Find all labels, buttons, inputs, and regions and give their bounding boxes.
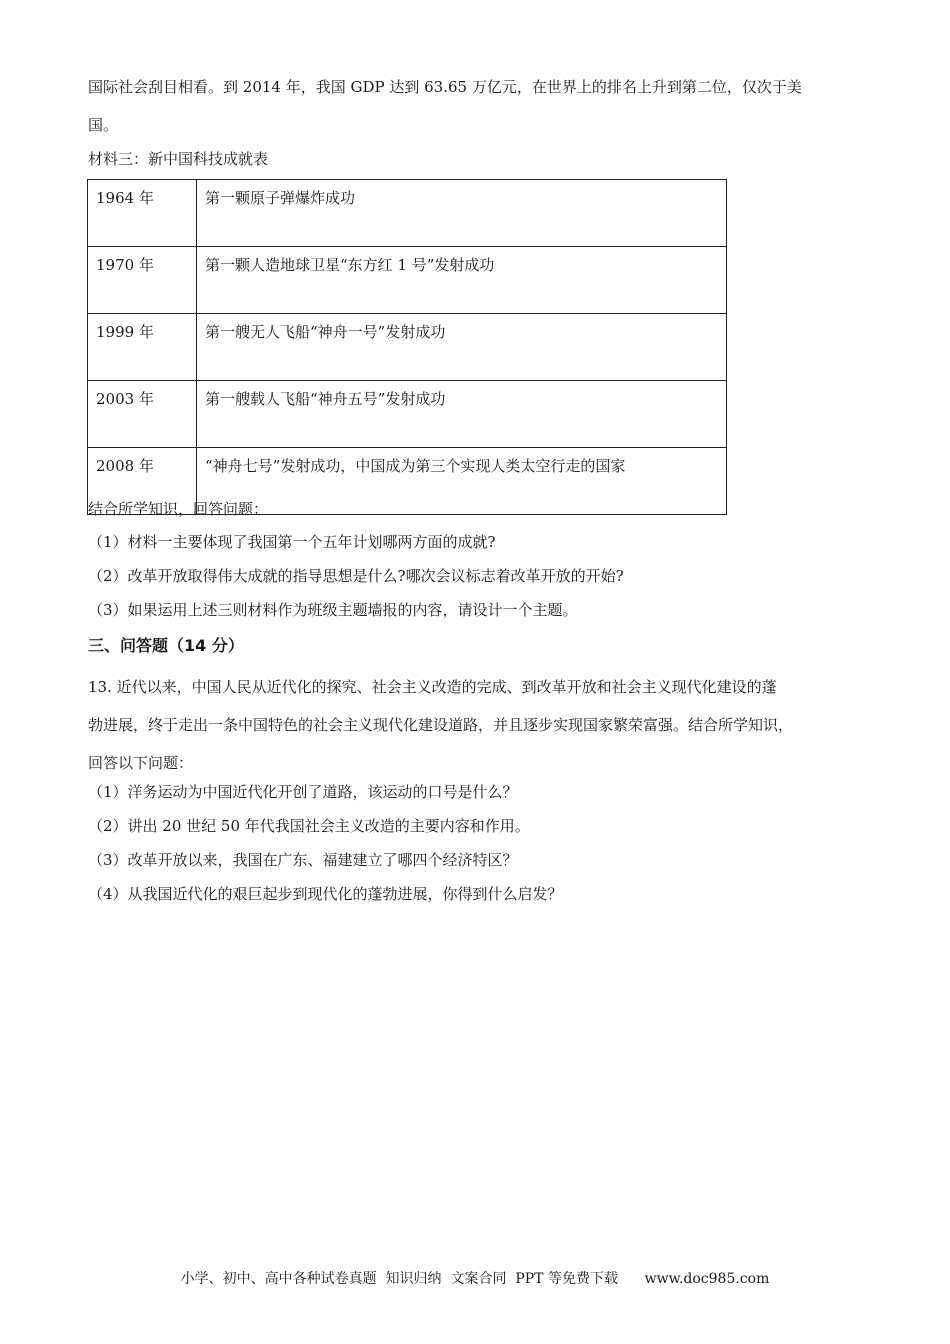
q13-item-4: （4）从我国近代化的艰巨起步到现代化的蓬勃进展，你得到什么启发？ <box>88 885 563 903</box>
table-row <box>88 314 727 381</box>
achievement-table <box>87 179 727 515</box>
year-cell: 2003 年 <box>88 381 197 448</box>
intro-paragraph <box>88 69 870 145</box>
year-cell: 1999 年 <box>88 314 197 381</box>
q13-stem <box>88 668 870 782</box>
table-row <box>88 381 727 448</box>
intro-line-1: 国际社会刮目相看。到 2014 年，我国 GDP 达到 63.65 万亿元，在世界上的排名上升到第二位，仅次于美 <box>88 78 802 96</box>
q12-prompt: 结合所学知识，回答问题： <box>88 500 269 518</box>
event-cell: 第一艘载人飞船“神舟五号”发射成功 <box>197 381 727 448</box>
q13-item-1: （1）洋务运动为中国近代化开创了道路，该运动的口号是什么？ <box>88 783 518 801</box>
event-cell: 第一艘无人飞船“神舟一号”发射成功 <box>197 314 727 381</box>
event-cell: 第一颗人造地球卫星“东方红 1 号”发射成功 <box>197 247 727 314</box>
year-cell: 2008 年 <box>88 448 197 515</box>
event-cell: “神舟七号”发射成功，中国成为第三个实现人类太空行走的国家 <box>197 448 727 515</box>
year-cell: 1970 年 <box>88 247 197 314</box>
q13-stem-line-1: 13. 近代以来，中国人民从近代化的探究、社会主义改造的完成、到改革开放和社会主义现代化建设的蓬 <box>88 678 777 696</box>
material3-title: 材料三：新中国科技成就表 <box>88 150 269 168</box>
q12-item-1: （1）材料一主要体现了我国第一个五年计划哪两方面的成就? <box>88 533 496 551</box>
q12-item-3: （3）如果运用上述三则材料作为班级主题墙报的内容，请设计一个主题。 <box>88 601 578 619</box>
year-cell: 1964 年 <box>88 180 197 247</box>
page-footer: 小学、初中、高中各种试卷真题 知识归纳 文案合同 PPT 等免费下载 www.doc985.com <box>180 1271 770 1287</box>
table-row <box>88 247 727 314</box>
q13-stem-line-2: 勃进展，终于走出一条中国特色的社会主义现代化建设道路，并且逐步实现国家繁荣富强。结合所学知识， <box>88 716 794 734</box>
q13-stem-line-3: 回答以下问题： <box>88 754 194 772</box>
intro-line-2: 国。 <box>88 116 119 134</box>
q12-item-2: （2）改革开放取得伟大成就的指导思想是什么?哪次会议标志着改革开放的开始? <box>88 567 624 585</box>
q13-item-3: （3）改革开放以来，我国在广东、福建建立了哪四个经济特区？ <box>88 851 518 869</box>
table-row <box>88 180 727 247</box>
event-cell: 第一颗原子弹爆炸成功 <box>197 180 727 247</box>
section-3-heading: 三、问答题（14 分） <box>88 636 244 655</box>
q13-item-2: （2）讲出 20 世纪 50 年代我国社会主义改造的主要内容和作用。 <box>88 817 530 835</box>
